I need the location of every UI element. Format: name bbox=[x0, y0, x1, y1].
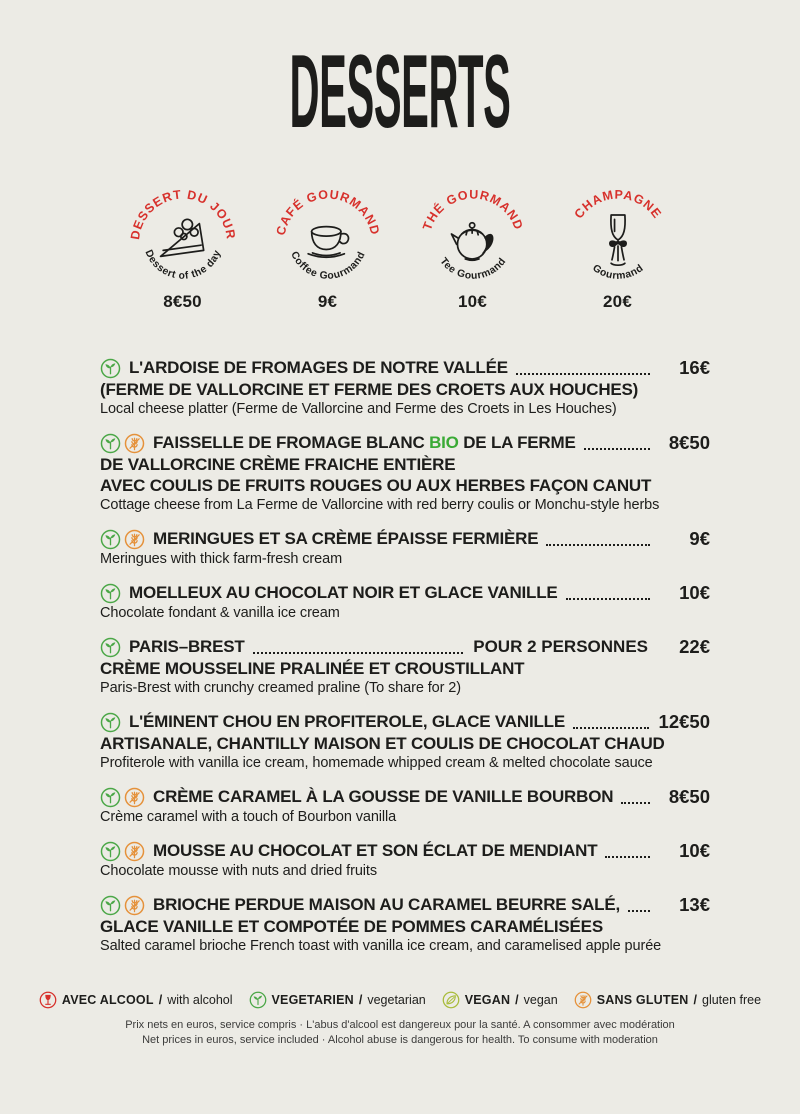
menu-item bbox=[100, 786, 710, 827]
vegetarian-icon bbox=[100, 433, 121, 454]
legend-entry: VEGAN / vegan bbox=[442, 991, 558, 1009]
svg-text:Gourmand: Gourmand bbox=[589, 262, 646, 283]
special-price: 20€ bbox=[603, 292, 632, 311]
item-title-line bbox=[100, 582, 710, 604]
item-title-continued: AVEC COULIS DE FRUITS ROUGES OU AUX HERBES FAÇON CANUT bbox=[100, 476, 652, 495]
special-price: 8€50 bbox=[163, 292, 202, 311]
sprout-icon bbox=[249, 991, 267, 1009]
item-diet-icons bbox=[100, 357, 121, 379]
specials-row bbox=[0, 184, 800, 312]
page-title: DESSERTS bbox=[289, 34, 511, 150]
item-title: L'ÉMINENT CHOU EN PROFITEROLE, GLACE VANILLE bbox=[129, 712, 565, 731]
item-diet-icons bbox=[100, 636, 121, 658]
item-title: MERINGUES ET SA CRÈME ÉPAISSE FERMIÈRE bbox=[153, 529, 539, 548]
item-title: PARIS–BREST bbox=[129, 637, 245, 656]
item-price: 10€ bbox=[679, 840, 710, 861]
item-diet-icons bbox=[100, 894, 145, 916]
legend-label-fr: SANS GLUTEN bbox=[596, 993, 689, 1007]
item-title-line bbox=[100, 357, 710, 379]
vegetarian-icon bbox=[100, 637, 121, 658]
item-title-line bbox=[100, 786, 710, 808]
item-description: Salted caramel brioche French toast with vanilla ice cream, and caramelised apple purée bbox=[100, 938, 662, 954]
item-title: CRÈME CARAMEL À LA GOUSSE DE VANILLE BOURBON bbox=[153, 787, 614, 806]
dot-leader bbox=[253, 652, 464, 654]
svg-text:Tee Gourmand: Tee Gourmand bbox=[436, 256, 509, 282]
legend-label-fr: VEGETARIEN bbox=[271, 993, 354, 1007]
menu-item bbox=[100, 357, 710, 419]
item-title-continued: DE VALLORCINE CRÈME FRAICHE ENTIÈRE bbox=[100, 455, 456, 474]
dot-leader bbox=[566, 598, 650, 600]
item-title-line bbox=[100, 894, 710, 916]
svg-text:THÉ GOURMAND: THÉ GOURMAND bbox=[419, 187, 526, 233]
item-price: 13€ bbox=[679, 894, 710, 915]
item-diet-icons bbox=[100, 528, 145, 550]
item-description: Chocolate fondant & vanilla ice cream bbox=[100, 605, 340, 621]
vegetarian-icon bbox=[100, 529, 121, 550]
menu-item bbox=[100, 582, 710, 623]
special-badge bbox=[272, 184, 384, 312]
item-description: Paris-Brest with crunchy creamed praline (To share for 2) bbox=[100, 680, 461, 696]
dot-leader bbox=[516, 373, 650, 375]
menu-items-list bbox=[100, 357, 710, 969]
gluten-free-icon bbox=[124, 433, 145, 454]
wheat-crossed-icon bbox=[574, 991, 592, 1009]
item-price: 16€ bbox=[679, 357, 710, 378]
vegetarian-icon bbox=[100, 841, 121, 862]
menu-item bbox=[100, 432, 710, 515]
item-price: 12€50 bbox=[658, 711, 710, 732]
special-badge bbox=[127, 184, 239, 312]
svg-text:Coffee Gourmand: Coffee Gourmand bbox=[287, 249, 368, 282]
svg-text:DESSERT DU JOUR: DESSERT DU JOUR bbox=[127, 187, 238, 241]
item-diet-icons bbox=[100, 432, 145, 454]
gluten-free-icon bbox=[124, 895, 145, 916]
special-price: 10€ bbox=[458, 292, 487, 311]
menu-item bbox=[100, 840, 710, 881]
item-title-continued: ARTISANALE, CHANTILLY MAISON ET COULIS DE CHOCOLAT CHAUD bbox=[100, 734, 665, 753]
item-note: POUR 2 PERSONNES bbox=[473, 637, 648, 656]
legend-label-en: gluten free bbox=[702, 993, 762, 1007]
item-description: Crème caramel with a touch of Bourbon vanilla bbox=[100, 809, 397, 825]
menu-item bbox=[100, 636, 710, 698]
item-description: Meringues with thick farm-fresh cream bbox=[100, 551, 343, 567]
svg-text:Dessert of the day: Dessert of the day bbox=[141, 248, 223, 282]
item-title: MOUSSE AU CHOCOLAT ET SON ÉCLAT DE MENDIANT bbox=[153, 841, 598, 860]
vegetarian-icon bbox=[100, 712, 121, 733]
vegetarian-icon bbox=[100, 787, 121, 808]
legend-label-en: vegan bbox=[523, 993, 558, 1007]
item-price: 9€ bbox=[689, 528, 710, 549]
special-badge bbox=[417, 184, 529, 312]
vegetarian-icon bbox=[100, 358, 121, 379]
item-diet-icons bbox=[100, 786, 145, 808]
item-diet-icons bbox=[100, 711, 121, 733]
item-title: L'ARDOISE DE FROMAGES DE NOTRE VALLÉE bbox=[129, 358, 508, 377]
champagne-flute-illustration bbox=[562, 184, 674, 296]
dot-leader bbox=[628, 910, 650, 912]
item-description: Local cheese platter (Ferme de Vallorcine and Ferme des Croets in Les Houches) bbox=[100, 401, 617, 417]
legend-entry: VEGETARIEN / vegetarian bbox=[249, 991, 426, 1009]
vegetarian-icon bbox=[100, 583, 121, 604]
legend-label-en: with alcohol bbox=[167, 993, 233, 1007]
legend-label-fr: AVEC ALCOOL bbox=[61, 993, 154, 1007]
item-diet-icons bbox=[100, 582, 121, 604]
dot-leader bbox=[573, 727, 649, 729]
item-title-line bbox=[100, 528, 710, 550]
special-badge bbox=[562, 184, 674, 312]
cake-slice-illustration bbox=[127, 184, 239, 296]
menu-item bbox=[100, 894, 710, 956]
item-diet-icons bbox=[100, 840, 145, 862]
menu-item bbox=[100, 528, 710, 569]
svg-text:CHAMPAGNE: CHAMPAGNE bbox=[571, 187, 664, 222]
dietary-legend bbox=[0, 991, 800, 1009]
gluten-free-icon bbox=[124, 841, 145, 862]
footer-line-en: Net prices in euros, service included · Alcohol abuse is dangerous for health. To consume with moderation bbox=[142, 1034, 658, 1046]
legend-entry: AVEC ALCOOL / with alcohol bbox=[39, 991, 233, 1009]
item-description: Profiterole with vanilla ice cream, homemade whipped cream & melted chocolate sauce bbox=[100, 755, 653, 771]
dot-leader bbox=[605, 856, 650, 858]
item-title-line bbox=[100, 636, 710, 658]
item-title-continued: GLACE VANILLE ET COMPOTÉE DE POMMES CARAMÉLISÉES bbox=[100, 917, 603, 936]
item-price: 22€ bbox=[679, 636, 710, 657]
dot-leader bbox=[621, 802, 650, 804]
legend-entry: SANS GLUTEN / gluten free bbox=[574, 991, 761, 1009]
item-title: FAISSELLE DE FROMAGE BLANC BIO DE LA FERME bbox=[153, 433, 576, 452]
special-price: 9€ bbox=[317, 292, 338, 311]
dot-leader bbox=[584, 448, 650, 450]
item-price: 10€ bbox=[679, 582, 710, 603]
wine-glass-icon bbox=[39, 991, 57, 1009]
item-title: MOELLEUX AU CHOCOLAT NOIR ET GLACE VANILLE bbox=[129, 583, 558, 602]
teapot-illustration bbox=[417, 184, 529, 296]
item-title-continued: (FERME DE VALLORCINE ET FERME DES CROETS AUX HOUCHES) bbox=[100, 380, 639, 399]
menu-item bbox=[100, 711, 710, 773]
dot-leader bbox=[546, 544, 650, 546]
item-title-line bbox=[100, 711, 710, 733]
item-title-line bbox=[100, 432, 710, 454]
leaf-icon bbox=[442, 991, 460, 1009]
gluten-free-icon bbox=[124, 529, 145, 550]
coffee-cup-illustration bbox=[272, 184, 384, 296]
legend-label-fr: VEGAN bbox=[464, 993, 511, 1007]
item-price: 8€50 bbox=[668, 786, 710, 807]
footer-notes bbox=[0, 1018, 800, 1048]
item-title-continued: CRÈME MOUSSELINE PRALINÉE ET CROUSTILLANT bbox=[100, 659, 525, 678]
item-price: 8€50 bbox=[668, 432, 710, 453]
vegetarian-icon bbox=[100, 895, 121, 916]
svg-text:CAFÉ GOURMAND: CAFÉ GOURMAND bbox=[273, 187, 382, 237]
item-title-line bbox=[100, 840, 710, 862]
item-description: Cottage cheese from La Ferme de Vallorcine with red berry coulis or Monchu-style herbs bbox=[100, 497, 660, 513]
item-title: BRIOCHE PERDUE MAISON AU CARAMEL BEURRE SALÉ, bbox=[153, 895, 621, 914]
item-description: Chocolate mousse with nuts and dried fruits bbox=[100, 863, 377, 879]
gluten-free-icon bbox=[124, 787, 145, 808]
legend-label-en: vegetarian bbox=[367, 993, 426, 1007]
footer-line-fr: Prix nets en euros, service compris · L'abus d'alcool est dangereux pour la santé. A consommer avec modération bbox=[125, 1019, 675, 1031]
